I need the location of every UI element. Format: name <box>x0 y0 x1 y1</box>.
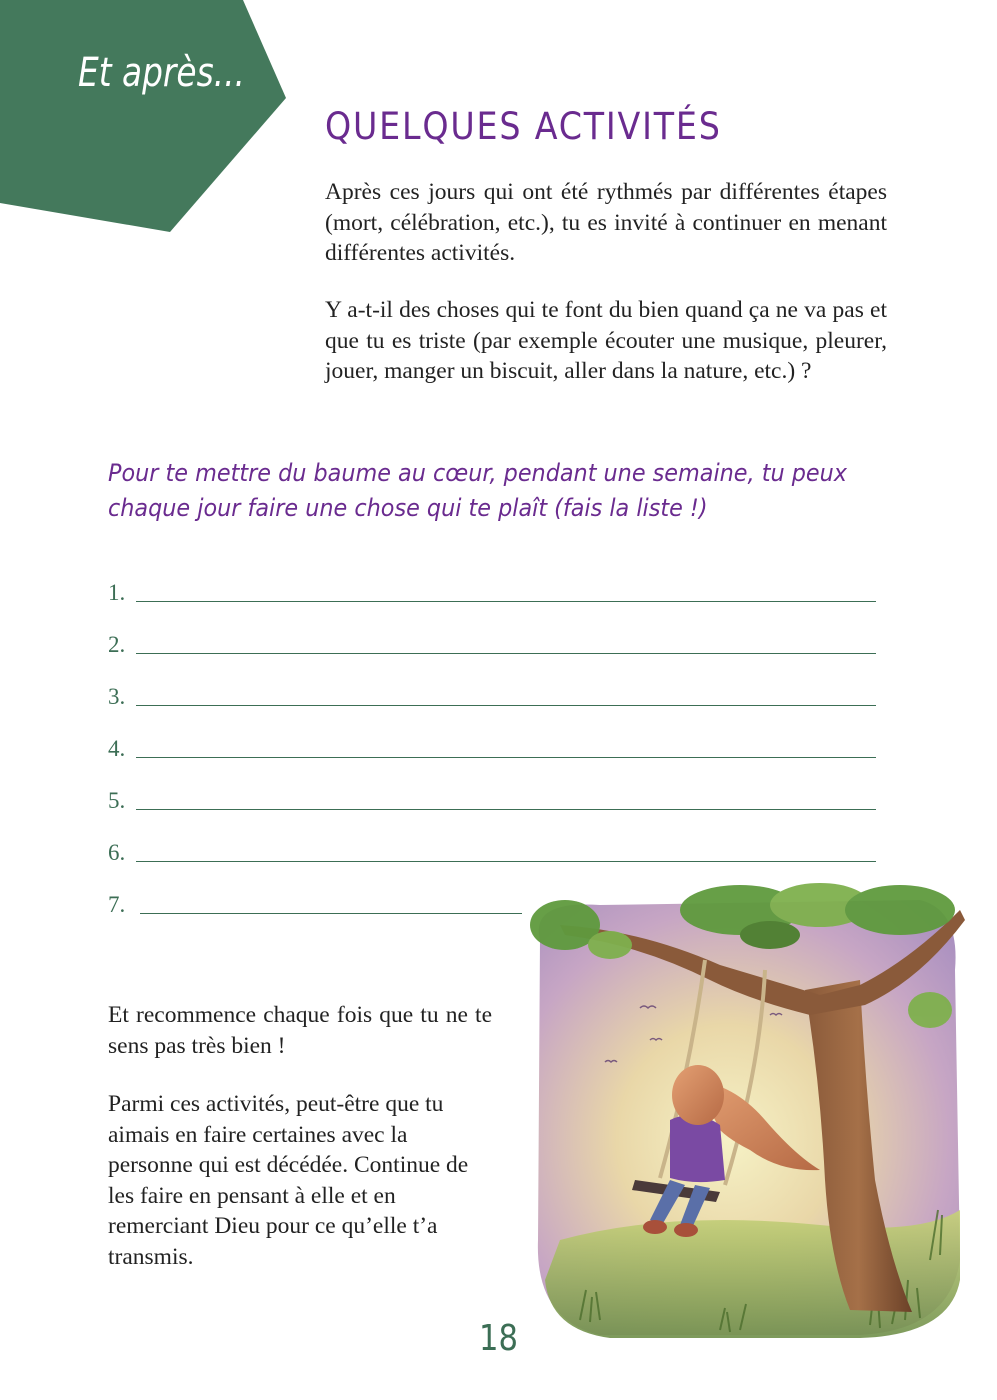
girl-on-swing-illustration <box>520 880 975 1350</box>
list-number: 1. <box>108 580 126 605</box>
list-number: 6. <box>108 840 126 865</box>
invitation-text: Pour te mettre du baume au cœur, pendant une semaine, tu peux chaque jour faire une chose qui te plaît (fais la liste !) <box>108 459 847 522</box>
list-item <box>108 709 878 761</box>
page-number: 18 <box>479 1318 518 1359</box>
intro-paragraph-2: Y a-t-il des choses qui te font du bien quand ça ne va pas et que tu es triste (par exemple écouter une musique, pleurer, jouer, manger un biscuit, aller dans la nature, etc.) ? <box>325 297 887 384</box>
closing-paragraph-2: Parmi ces activités, peut-être que tu aimais en faire certaines avec la personne qui est décédée. Continue de les faire en pensant à elle et en remerciant Dieu pour ce qu’elle t’a transmis. <box>108 1091 469 1270</box>
list-item <box>108 605 878 657</box>
closing-paragraph-1: Et recommence chaque fois que tu ne te sens pas très bien ! <box>108 1002 492 1059</box>
swing-tree-icon <box>520 880 975 1350</box>
intro-paragraph-1: Après ces jours qui ont été rythmés par différentes étapes (mort, célébration, etc.), tu es invité à continuer en menant différentes activités. <box>325 179 887 266</box>
list-number: 7. <box>108 892 126 917</box>
list-item <box>108 657 878 709</box>
write-in-line[interactable] <box>136 757 876 758</box>
write-in-line[interactable] <box>136 601 876 602</box>
list-item <box>108 553 878 605</box>
activity-list <box>108 553 878 917</box>
write-in-line[interactable] <box>136 861 876 862</box>
write-in-line[interactable] <box>136 653 876 654</box>
list-number: 3. <box>108 684 126 709</box>
list-item <box>108 761 878 813</box>
write-in-line[interactable] <box>136 705 876 706</box>
list-number: 2. <box>108 632 126 657</box>
page-title: QUELQUES ACTIVITÉS <box>325 105 722 148</box>
section-banner <box>0 0 290 235</box>
list-number: 5. <box>108 788 126 813</box>
write-in-line[interactable] <box>136 809 876 810</box>
list-item <box>108 813 878 865</box>
list-number: 4. <box>108 736 126 761</box>
banner-shape <box>0 0 290 235</box>
banner-label: Et après... <box>78 50 245 96</box>
write-in-line[interactable] <box>140 913 522 914</box>
